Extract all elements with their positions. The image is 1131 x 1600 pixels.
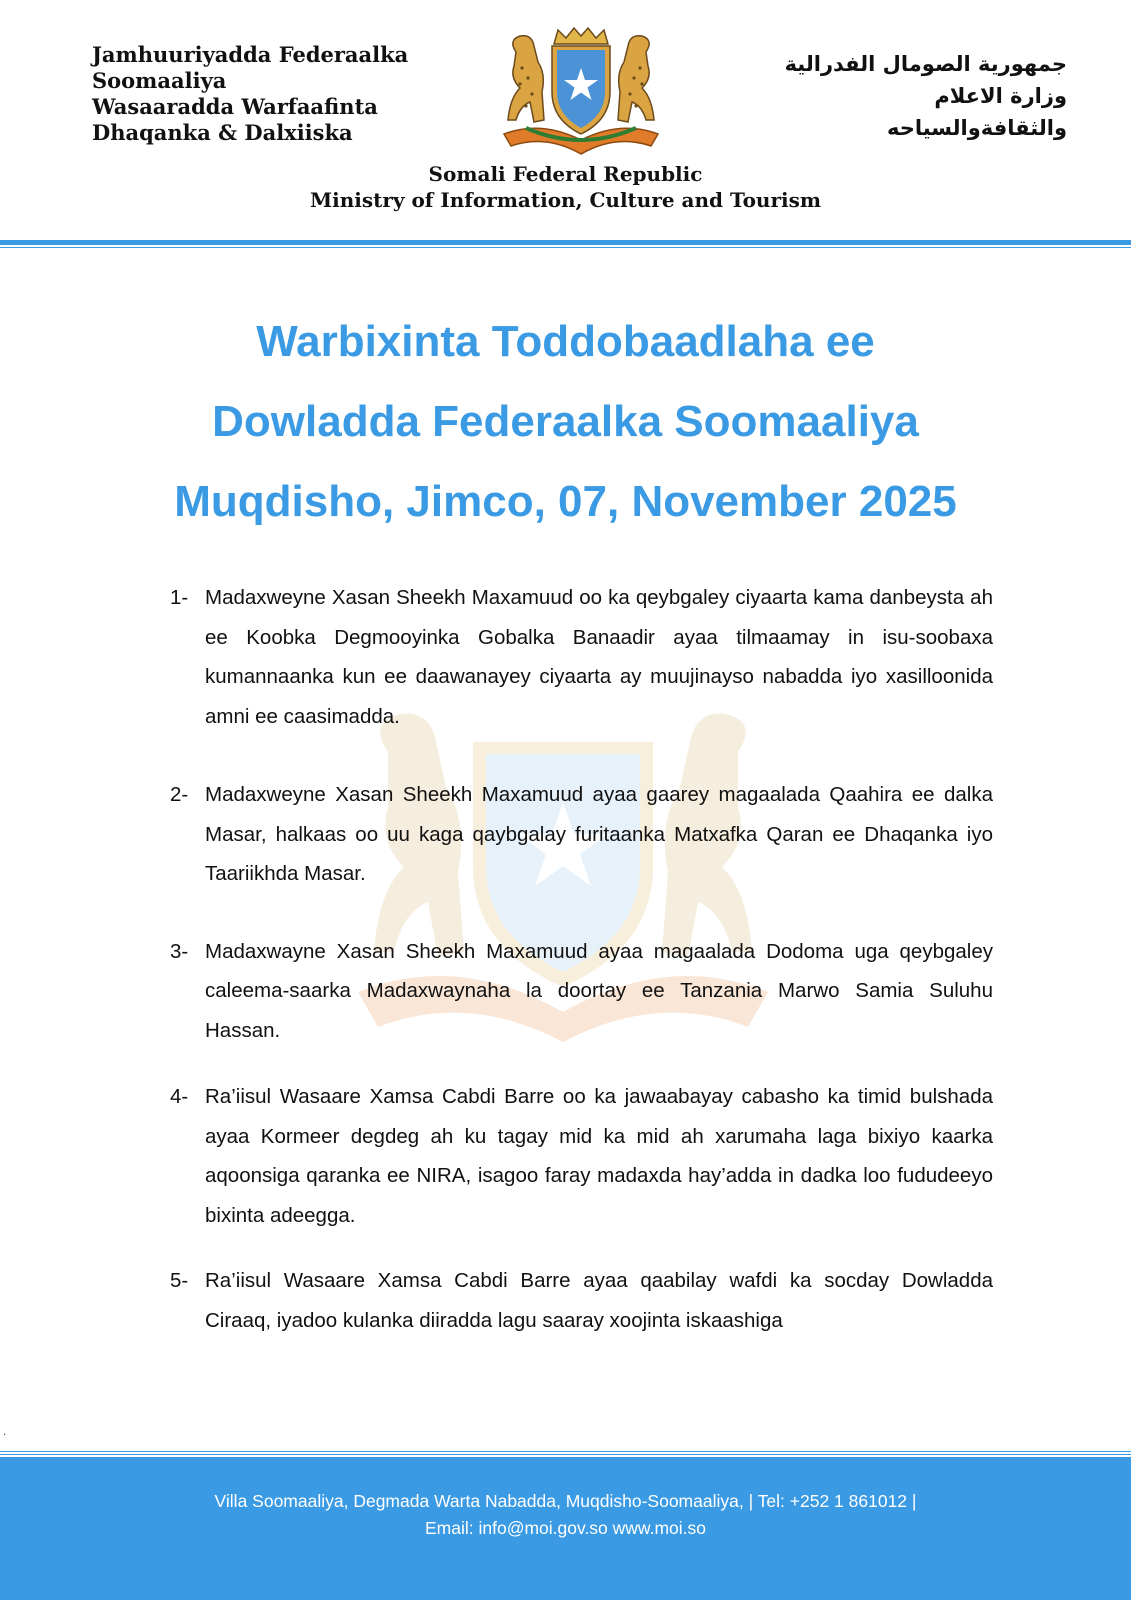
header-divider	[0, 240, 1131, 245]
item-text: Madaxweyne Xasan Sheekh Maxamuud oo ka qeybgaley ciyaarta kama danbeysta ah ee Koobka Degmooyinka Gobalka Banaadir ayaa tilmaamay in isu-soobaxa kumannaanka kun ee daawanayey ciyaarta ay muujinayso nabadda iyo xasilloonida amni ee caasimadda.	[205, 586, 993, 728]
header-center-english	[0, 161, 1131, 213]
item-text: Madaxwayne Xasan Sheekh Maxamuud ayaa magaalada Dodoma uga qeybgaley caleema-saarka Madaxwaynaha la doortay ee Tanzania Marwo Samia Suluhu Hassan.	[205, 939, 993, 1042]
header-center-line: Somali Federal Republic	[428, 162, 703, 186]
title-line: Warbixinta Toddobaadlaha ee	[256, 317, 875, 366]
header-left-line: Wasaaradda Warfaafinta	[92, 94, 378, 119]
header-left-line: Dhaqanka & Dalxiiska	[92, 120, 353, 145]
list-item	[170, 1261, 993, 1340]
header-right-line: وزارة الاعلام	[934, 84, 1067, 108]
news-list	[170, 578, 993, 1340]
somali-coat-of-arms-icon	[486, 22, 676, 160]
item-text: Madaxweyne Xasan Sheekh Maxamuud ayaa gaarey magaalada Qaahira ee dalka Masar, halkaas oo uu kaga qaybgalay furitaanka Matxafka Qaran ee Dhaqanka iyo Taariikhda Masar.	[205, 783, 993, 885]
header-right-arabic	[727, 48, 1067, 144]
item-number: 2-	[170, 783, 189, 806]
item-text: Ra’iisul Wasaare Xamsa Cabdi Barre ayaa qaabilay wafdi ka socday Dowladda Ciraaq, iyadoo kulanka diiradda lagu saaray xoojinta iskaashiga	[205, 1269, 993, 1332]
header-divider-thin	[0, 247, 1131, 248]
item-number: 3-	[170, 939, 189, 963]
item-number: 1-	[170, 586, 189, 609]
stray-mark: .	[3, 1424, 7, 1438]
item-text: Ra’iisul Wasaare Xamsa Cabdi Barre oo ka jawaabayay cabasho ka timid bulshada ayaa Kormeer degdeg ah ku tagay mid ka mid ah xarumaha laga bixiyo kaarka aqoonsiga qaranka ee NIRA, isagoo faray madaxda hay’adda in dadka loo fududeeyo bixinta adeegga.	[205, 1085, 993, 1227]
footer-divider-thin	[0, 1454, 1131, 1455]
header-left-line: Jamhuuriyadda Federaalka	[92, 42, 409, 67]
list-item	[170, 932, 993, 1051]
footer-contact: Email: info@moi.gov.so www.moi.so	[425, 1518, 706, 1538]
footer-divider	[0, 1451, 1131, 1452]
header-left-somali	[92, 42, 452, 146]
list-item	[170, 1077, 993, 1235]
list-item	[170, 578, 993, 736]
page-footer	[0, 1457, 1131, 1600]
footer-address: Villa Soomaaliya, Degmada Warta Nabadda, Muqdisho-Soomaaliya, | Tel: +252 1 861012 |	[214, 1491, 917, 1511]
list-item	[170, 775, 993, 894]
item-number: 4-	[170, 1085, 189, 1108]
header-left-line: Soomaaliya	[92, 68, 227, 93]
header-center-line: Ministry of Information, Culture and Tourism	[309, 188, 822, 212]
page-title	[0, 302, 1131, 542]
title-line: Muqdisho, Jimco, 07, November 2025	[174, 477, 957, 526]
header-right-line: والثقافةوالسياحه	[886, 116, 1067, 140]
item-number: 5-	[170, 1269, 189, 1292]
header-right-line: جمهورية الصومال الفدرالية	[784, 52, 1067, 76]
title-line: Dowladda Federaalka Soomaaliya	[212, 397, 919, 446]
